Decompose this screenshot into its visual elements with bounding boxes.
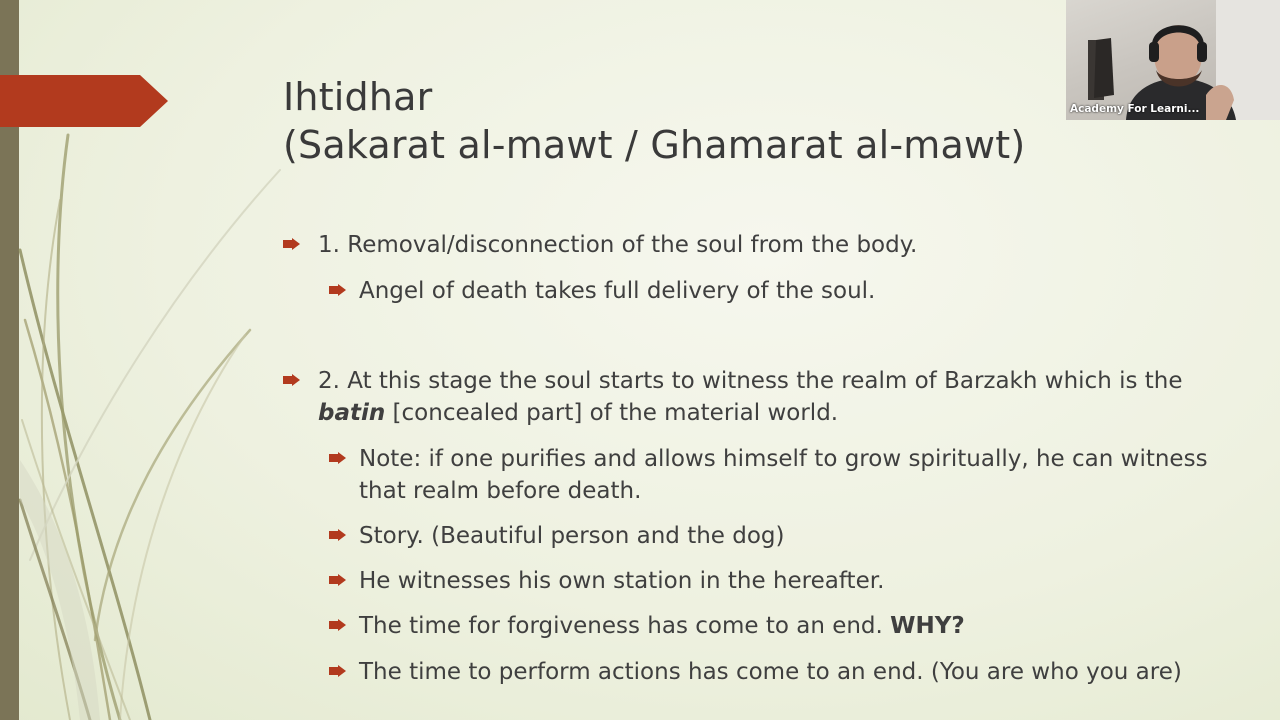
sub-bullet-item bbox=[359, 610, 1209, 642]
bullet-text-part: 2. At this stage the soul starts to witness the realm of Barzakh which is the bbox=[318, 368, 1183, 394]
bullet-emphasis: WHY? bbox=[890, 613, 965, 639]
bullet-emphasis: batin bbox=[318, 400, 386, 426]
bullet-text: Story. (Beautiful person and the dog) bbox=[359, 523, 785, 549]
sub-bullet-item bbox=[359, 565, 1209, 597]
bullet-item bbox=[318, 365, 1208, 429]
bullet-text: He witnesses his own station in the hereafter. bbox=[359, 568, 885, 594]
bullet-item bbox=[318, 229, 1178, 261]
bullet-arrow-icon bbox=[329, 520, 346, 541]
bullet-arrow-icon bbox=[329, 656, 346, 677]
bullet-text: The time for forgiveness has come to an end. bbox=[359, 613, 891, 639]
bullet-text: Angel of death takes full delivery of the soul. bbox=[359, 278, 876, 304]
bullet-arrow-icon bbox=[329, 565, 346, 586]
bullet-text: The time to perform actions has come to an end. (You are who you are) bbox=[359, 659, 1182, 685]
bullet-text: Note: if one purifies and allows himself to grow spiritually, he can witness that realm before death. bbox=[359, 446, 1208, 504]
bullet-arrow-icon bbox=[329, 443, 346, 464]
participant-video-tile[interactable] bbox=[1066, 0, 1280, 120]
sub-bullet-item bbox=[359, 656, 1209, 688]
person-video-icon bbox=[1066, 0, 1280, 120]
bullet-arrow-icon bbox=[329, 610, 346, 631]
participant-name-label: Academy For Learni... bbox=[1070, 103, 1200, 115]
bullet-arrow-icon bbox=[329, 275, 346, 296]
bullet-arrow-icon bbox=[283, 365, 300, 386]
bullet-text-part: [concealed part] of the material world. bbox=[385, 400, 839, 426]
bullet-arrow-icon bbox=[283, 229, 300, 250]
sub-bullet-item bbox=[359, 275, 1179, 307]
slide-title-line1: Ihtidhar bbox=[283, 75, 433, 119]
sub-bullet-item bbox=[359, 443, 1209, 507]
bullet-text: 1. Removal/disconnection of the soul from the body. bbox=[318, 232, 918, 258]
sub-bullet-item bbox=[359, 520, 1209, 552]
slide-title-line2: (Sakarat al-mawt / Ghamarat al-mawt) bbox=[283, 123, 1026, 167]
